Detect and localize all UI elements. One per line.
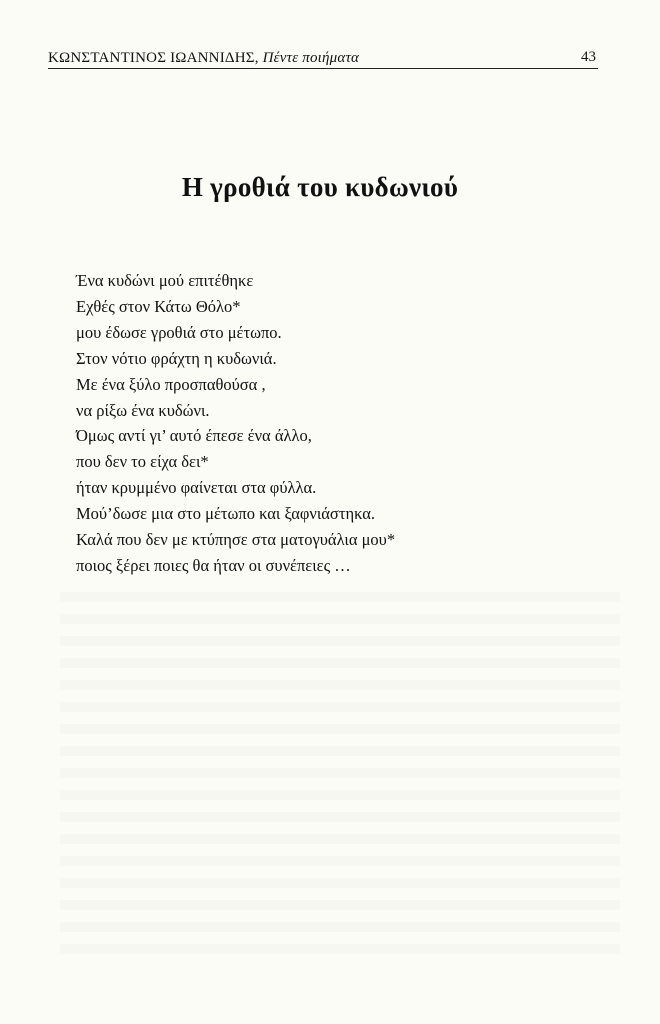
poem-line: Με ένα ξύλο προσπαθούσα ,	[76, 374, 266, 394]
show-through-texture	[60, 580, 620, 960]
poem-line: ήταν κρυμμένο φαίνεται στα φύλλα.	[76, 478, 317, 498]
poem-line: Μού’δωσε μια στο μέτωπο και ξαφνιάστηκα.	[76, 504, 376, 524]
poem-title: Η γροθιά του κυδωνιού	[181, 172, 459, 202]
poem-line: Όμως αντί γι’ αυτό έπεσε ένα άλλο,	[76, 426, 312, 446]
poem-line: που δεν το είχα δει*	[76, 452, 209, 472]
poem-body	[76, 268, 395, 579]
running-header	[48, 44, 598, 69]
poem-line: μου έδωσε γροθιά στο μέτωπο.	[76, 322, 282, 342]
poem-line: Καλά που δεν με κτύπησε στα ματογυάλια μου*	[76, 530, 396, 550]
header-book-title: Πέντε ποιήματα	[262, 50, 360, 66]
poem-line: Εχθές στον Κάτω Θόλο*	[76, 296, 241, 316]
poem-line: ποιος ξέρει ποιες θα ήταν οι συνέπειες …	[76, 555, 351, 575]
header-author-and-book	[48, 50, 359, 67]
poem-line: Στον νότιο φράχτη η κυδωνιά.	[76, 348, 277, 368]
poem-line: να ρίξω ένα κυδώνι.	[76, 400, 210, 420]
header-author: ΚΩΝΣΤΑΝΤΙΝΟΣ ΙΩΑΝΝΙΔΗΣ,	[48, 50, 259, 66]
poem-line: Ένα κυδώνι μού επιτέθηκε	[76, 271, 254, 290]
page-number: 43	[581, 49, 596, 65]
